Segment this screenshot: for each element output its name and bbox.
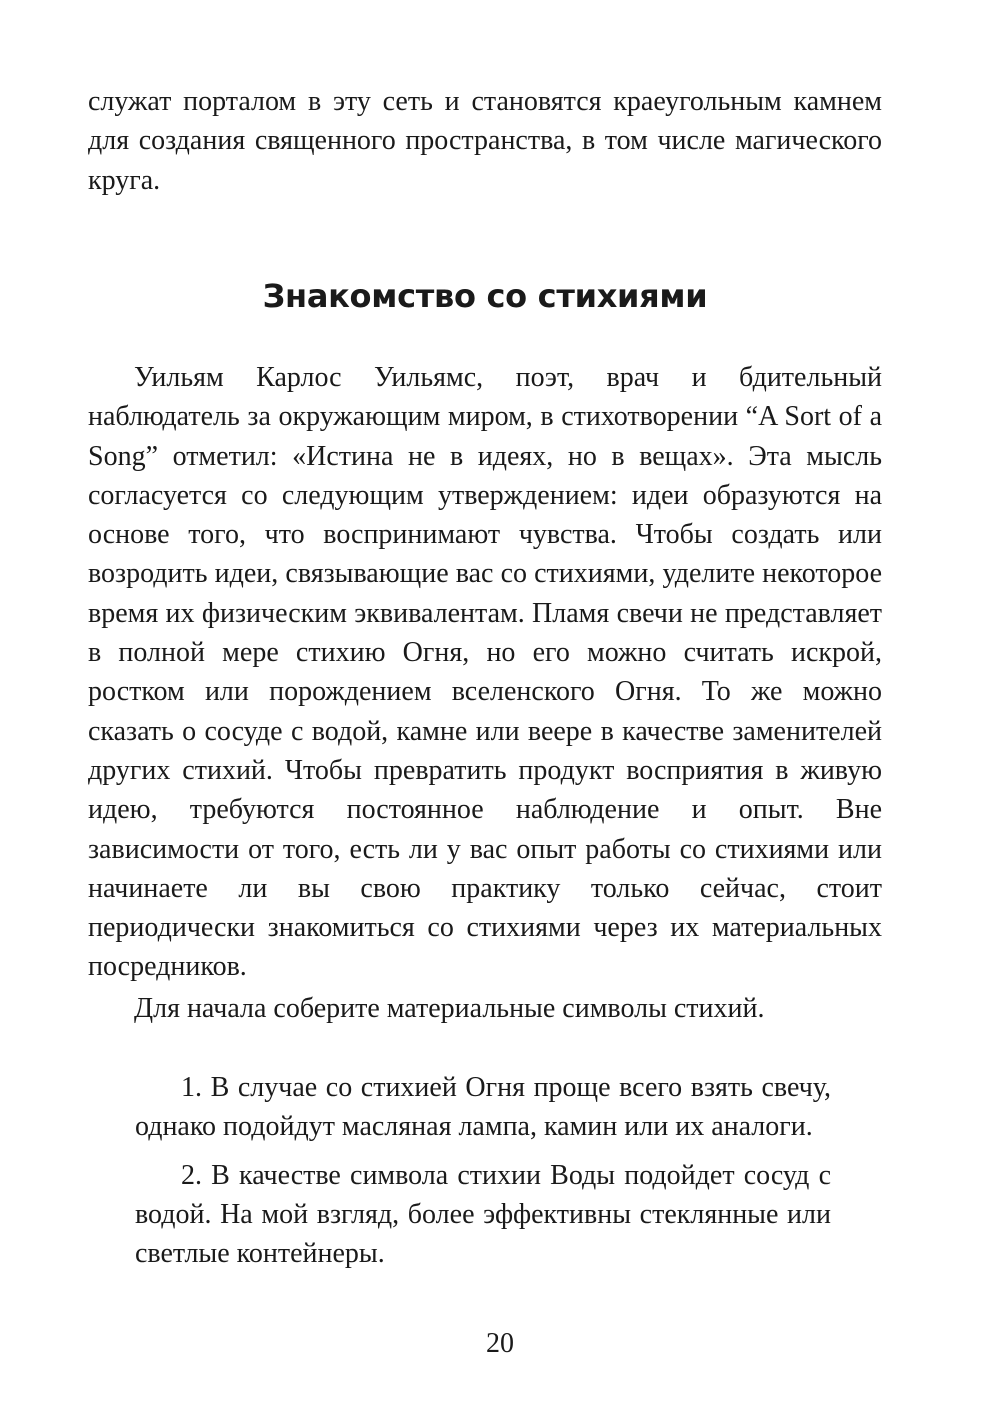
list-item: 2. В качестве символа стихии Воды подойдет сосуд с водой. На мой взгляд, более эффективны стеклянные или светлые контейнеры. xyxy=(135,1159,831,1270)
section-heading: Знакомство со стихиями xyxy=(262,277,708,315)
intro-paragraph xyxy=(88,82,882,200)
intro-text: служат порталом в эту сеть и становятся краеугольным камнем для создания священного пространства, в том числе магического круга. xyxy=(88,86,882,196)
main-body xyxy=(88,358,882,1028)
materials-list xyxy=(135,1068,831,1282)
page-number: 20 xyxy=(486,1328,514,1359)
body-paragraph-1: Уильям Карлос Уильямс, поэт, врач и бдительный наблюдатель за окружающим миром, в стихотворении “A Sort of a Song” отметил: «Истина не в идеях, но в вещах». Эта мысль согласуется со следующим утверждением: идеи образуются на основе того, что воспринимают чувства. Чтобы создать или возродить идеи, связывающие вас со стихиями, уделите некоторое время их физическим эквивалентам. Пламя свечи не представляет в полной мере стихию Огня, но его можно считать искрой, ростком или порождением вселенского Огня. То же можно сказать о сосуде с водой, камне или веере в качестве заменителей других стихий. Чтобы превратить продукт восприятия в живую идею, требуются постоянное наблюдение и опыт. Вне зависимости от того, есть ли у вас опыт работы со стихиями или начинаете ли вы свою практику только сейчас, стоит периодически знакомиться со стихиями через их материальных посредников. xyxy=(88,362,882,983)
list-item: 1. В случае со стихией Огня проще всего взять свечу, однако подойдут масляная лампа, камин или их аналоги. xyxy=(135,1072,831,1143)
body-paragraph-2: Для начала соберите материальные символы стихий. xyxy=(134,992,765,1024)
